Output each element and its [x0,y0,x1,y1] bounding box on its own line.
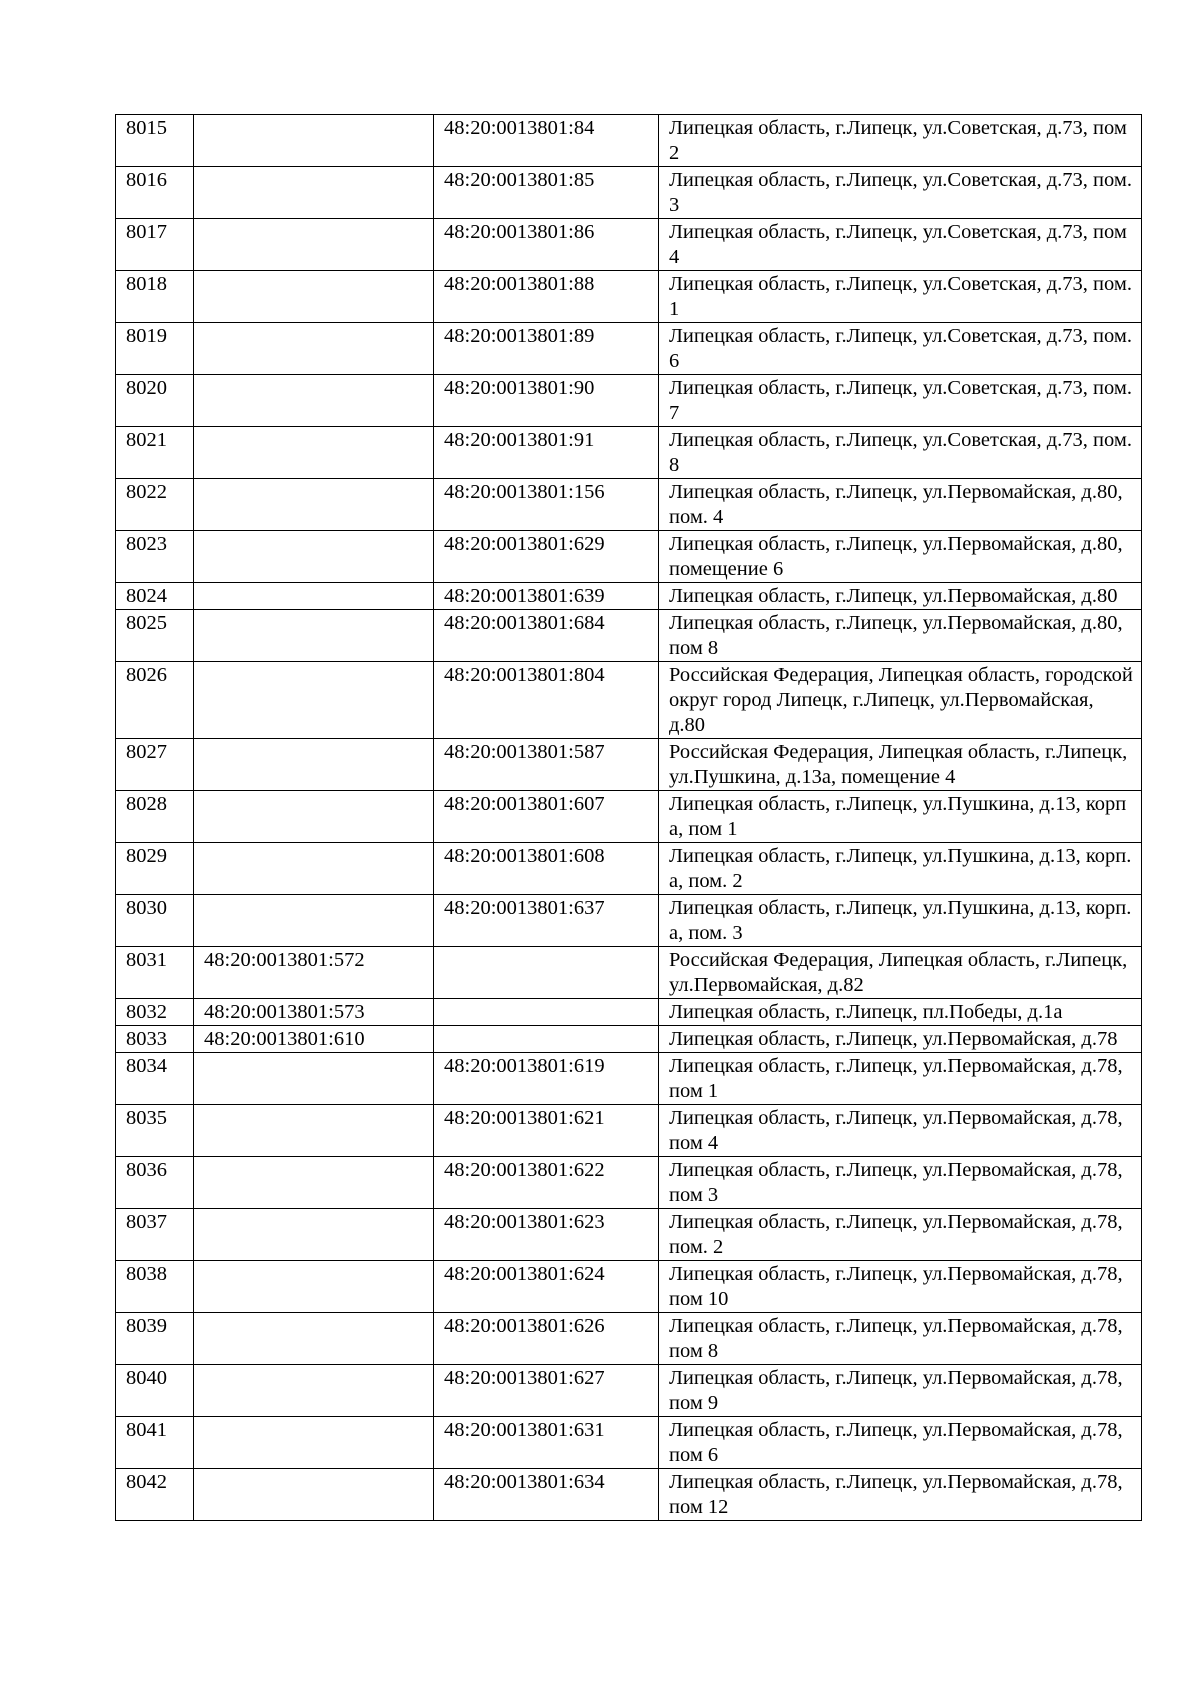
object-cadastral-number-cell: 48:20:0013801:88 [434,271,659,323]
address-cell: Липецкая область, г.Липецк, ул.Первомайская, д.78 [659,1026,1142,1053]
object-cadastral-number-cell: 48:20:0013801:621 [434,1105,659,1157]
table-row [116,1261,1142,1313]
address-cell: Липецкая область, г.Липецк, ул.Советская, д.73, пом. 8 [659,427,1142,479]
cadastral-registry-table [115,114,1142,1521]
row-number-cell: 8017 [116,219,194,271]
table-row [116,167,1142,219]
table-row [116,271,1142,323]
address-cell: Липецкая область, г.Липецк, ул.Первомайская, д.78, пом 12 [659,1469,1142,1521]
address-cell: Липецкая область, г.Липецк, ул.Пушкина, д.13, корп а, пом 1 [659,791,1142,843]
table-row [116,1157,1142,1209]
object-cadastral-number-cell: 48:20:0013801:804 [434,662,659,739]
table-row [116,323,1142,375]
object-cadastral-number-cell: 48:20:0013801:634 [434,1469,659,1521]
row-number-cell: 8030 [116,895,194,947]
land-parcel-cadastral-number-cell: 48:20:0013801:573 [194,999,434,1026]
land-parcel-cadastral-number-cell [194,167,434,219]
object-cadastral-number-cell: 48:20:0013801:622 [434,1157,659,1209]
land-parcel-cadastral-number-cell [194,791,434,843]
object-cadastral-number-cell: 48:20:0013801:608 [434,843,659,895]
land-parcel-cadastral-number-cell [194,843,434,895]
row-number-cell: 8041 [116,1417,194,1469]
table-row [116,1365,1142,1417]
object-cadastral-number-cell: 48:20:0013801:637 [434,895,659,947]
table-row [116,531,1142,583]
row-number-cell: 8019 [116,323,194,375]
row-number-cell: 8039 [116,1313,194,1365]
row-number-cell: 8029 [116,843,194,895]
land-parcel-cadastral-number-cell [194,1105,434,1157]
address-cell: Липецкая область, г.Липецк, ул.Первомайская, д.78, пом 8 [659,1313,1142,1365]
row-number-cell: 8022 [116,479,194,531]
row-number-cell: 8033 [116,1026,194,1053]
address-cell: Российская Федерация, Липецкая область, г.Липецк, ул.Первомайская, д.82 [659,947,1142,999]
table-row [116,1313,1142,1365]
address-cell: Липецкая область, г.Липецк, ул.Советская, д.73, пом. 6 [659,323,1142,375]
table-row [116,219,1142,271]
land-parcel-cadastral-number-cell [194,323,434,375]
address-cell: Липецкая область, г.Липецк, ул.Первомайская, д.80 [659,583,1142,610]
land-parcel-cadastral-number-cell [194,115,434,167]
object-cadastral-number-cell: 48:20:0013801:156 [434,479,659,531]
land-parcel-cadastral-number-cell [194,1469,434,1521]
table-row [116,895,1142,947]
land-parcel-cadastral-number-cell: 48:20:0013801:610 [194,1026,434,1053]
land-parcel-cadastral-number-cell [194,1417,434,1469]
address-cell: Липецкая область, г.Липецк, ул.Пушкина, д.13, корп. а, пом. 2 [659,843,1142,895]
land-parcel-cadastral-number-cell [194,610,434,662]
land-parcel-cadastral-number-cell [194,1313,434,1365]
object-cadastral-number-cell: 48:20:0013801:619 [434,1053,659,1105]
object-cadastral-number-cell: 48:20:0013801:89 [434,323,659,375]
address-cell: Липецкая область, г.Липецк, ул.Советская, д.73, пом 2 [659,115,1142,167]
object-cadastral-number-cell: 48:20:0013801:626 [434,1313,659,1365]
table-row [116,1105,1142,1157]
land-parcel-cadastral-number-cell: 48:20:0013801:572 [194,947,434,999]
address-cell: Липецкая область, г.Липецк, ул.Первомайская, д.80, пом. 4 [659,479,1142,531]
object-cadastral-number-cell: 48:20:0013801:627 [434,1365,659,1417]
row-number-cell: 8026 [116,662,194,739]
object-cadastral-number-cell: 48:20:0013801:639 [434,583,659,610]
row-number-cell: 8020 [116,375,194,427]
table-row [116,1209,1142,1261]
table-row [116,1053,1142,1105]
address-cell: Липецкая область, г.Липецк, ул.Первомайская, д.78, пом 1 [659,1053,1142,1105]
land-parcel-cadastral-number-cell [194,219,434,271]
land-parcel-cadastral-number-cell [194,479,434,531]
row-number-cell: 8036 [116,1157,194,1209]
land-parcel-cadastral-number-cell [194,895,434,947]
table-row [116,1469,1142,1521]
address-cell: Липецкая область, г.Липецк, ул.Пушкина, д.13, корп. а, пом. 3 [659,895,1142,947]
table-row [116,375,1142,427]
object-cadastral-number-cell: 48:20:0013801:86 [434,219,659,271]
row-number-cell: 8015 [116,115,194,167]
row-number-cell: 8027 [116,739,194,791]
land-parcel-cadastral-number-cell [194,1209,434,1261]
object-cadastral-number-cell: 48:20:0013801:629 [434,531,659,583]
address-cell: Липецкая область, г.Липецк, ул.Советская, д.73, пом 4 [659,219,1142,271]
address-cell: Липецкая область, г.Липецк, ул.Советская, д.73, пом. 3 [659,167,1142,219]
table-row [116,947,1142,999]
object-cadastral-number-cell: 48:20:0013801:91 [434,427,659,479]
address-cell: Липецкая область, г.Липецк, пл.Победы, д.1а [659,999,1142,1026]
land-parcel-cadastral-number-cell [194,375,434,427]
address-cell: Липецкая область, г.Липецк, ул.Первомайская, д.80, пом 8 [659,610,1142,662]
row-number-cell: 8042 [116,1469,194,1521]
land-parcel-cadastral-number-cell [194,427,434,479]
object-cadastral-number-cell: 48:20:0013801:607 [434,791,659,843]
object-cadastral-number-cell: 48:20:0013801:85 [434,167,659,219]
object-cadastral-number-cell: 48:20:0013801:587 [434,739,659,791]
row-number-cell: 8038 [116,1261,194,1313]
row-number-cell: 8032 [116,999,194,1026]
row-number-cell: 8035 [116,1105,194,1157]
table-row [116,583,1142,610]
address-cell: Российская Федерация, Липецкая область, г.Липецк, ул.Пушкина, д.13а, помещение 4 [659,739,1142,791]
registry-table-body [116,115,1142,1521]
row-number-cell: 8037 [116,1209,194,1261]
table-row [116,999,1142,1026]
object-cadastral-number-cell: 48:20:0013801:90 [434,375,659,427]
table-row [116,610,1142,662]
object-cadastral-number-cell [434,999,659,1026]
address-cell: Липецкая область, г.Липецк, ул.Советская, д.73, пом. 7 [659,375,1142,427]
land-parcel-cadastral-number-cell [194,271,434,323]
address-cell: Липецкая область, г.Липецк, ул.Первомайская, д.78, пом 9 [659,1365,1142,1417]
table-row [116,1026,1142,1053]
address-cell: Липецкая область, г.Липецк, ул.Первомайская, д.78, пом 4 [659,1105,1142,1157]
row-number-cell: 8018 [116,271,194,323]
address-cell: Липецкая область, г.Липецк, ул.Первомайская, д.80, помещение 6 [659,531,1142,583]
table-row [116,1417,1142,1469]
address-cell: Липецкая область, г.Липецк, ул.Первомайская, д.78, пом 3 [659,1157,1142,1209]
table-row [116,115,1142,167]
object-cadastral-number-cell: 48:20:0013801:631 [434,1417,659,1469]
document-page [115,114,1141,1521]
land-parcel-cadastral-number-cell [194,1053,434,1105]
land-parcel-cadastral-number-cell [194,531,434,583]
row-number-cell: 8024 [116,583,194,610]
row-number-cell: 8040 [116,1365,194,1417]
address-cell: Липецкая область, г.Липецк, ул.Первомайская, д.78, пом 6 [659,1417,1142,1469]
object-cadastral-number-cell: 48:20:0013801:84 [434,115,659,167]
land-parcel-cadastral-number-cell [194,1365,434,1417]
land-parcel-cadastral-number-cell [194,1261,434,1313]
table-row [116,843,1142,895]
object-cadastral-number-cell: 48:20:0013801:624 [434,1261,659,1313]
object-cadastral-number-cell [434,1026,659,1053]
row-number-cell: 8028 [116,791,194,843]
row-number-cell: 8034 [116,1053,194,1105]
row-number-cell: 8021 [116,427,194,479]
row-number-cell: 8023 [116,531,194,583]
address-cell: Российская Федерация, Липецкая область, городской округ город Липецк, г.Липецк, ул.Первомайская, д.80 [659,662,1142,739]
row-number-cell: 8025 [116,610,194,662]
table-row [116,427,1142,479]
row-number-cell: 8031 [116,947,194,999]
land-parcel-cadastral-number-cell [194,662,434,739]
row-number-cell: 8016 [116,167,194,219]
address-cell: Липецкая область, г.Липецк, ул.Советская, д.73, пом. 1 [659,271,1142,323]
object-cadastral-number-cell [434,947,659,999]
table-row [116,479,1142,531]
address-cell: Липецкая область, г.Липецк, ул.Первомайская, д.78, пом 10 [659,1261,1142,1313]
land-parcel-cadastral-number-cell [194,1157,434,1209]
object-cadastral-number-cell: 48:20:0013801:623 [434,1209,659,1261]
land-parcel-cadastral-number-cell [194,739,434,791]
table-row [116,739,1142,791]
table-row [116,662,1142,739]
object-cadastral-number-cell: 48:20:0013801:684 [434,610,659,662]
land-parcel-cadastral-number-cell [194,583,434,610]
address-cell: Липецкая область, г.Липецк, ул.Первомайская, д.78, пом. 2 [659,1209,1142,1261]
table-row [116,791,1142,843]
